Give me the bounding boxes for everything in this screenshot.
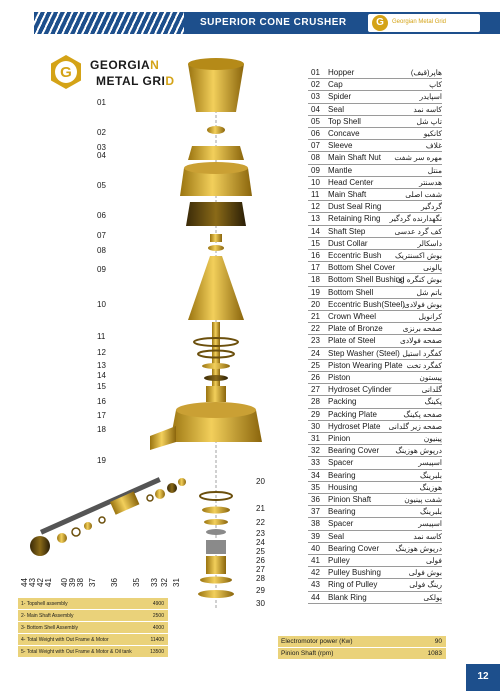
part-num: 36	[311, 495, 320, 504]
part-fa: هدسنتر	[419, 177, 442, 187]
header-logo-icon: G	[372, 15, 388, 31]
callout-02: 02	[97, 128, 106, 137]
part-name: Bearing	[328, 470, 356, 480]
part-row	[308, 91, 442, 103]
part-fa: بوش فولادی	[403, 299, 442, 309]
weight-label: 5- Total Weight with Out Frame & Motor & Oil tank	[21, 649, 132, 655]
part-num: 30	[311, 421, 320, 431]
part-name: Plate of Steel	[328, 336, 376, 346]
header-title: SUPERIOR CONE CRUSHER	[200, 17, 347, 28]
part-row	[308, 567, 442, 579]
spec-value: 90	[434, 638, 442, 645]
callout-22: 22	[256, 518, 265, 527]
part-fa: شفت اصلی	[405, 190, 442, 199]
part-row	[308, 384, 442, 396]
part-row	[308, 311, 442, 323]
part-num: 21	[311, 312, 320, 321]
part-num: 11	[311, 190, 320, 199]
part-row	[308, 116, 442, 128]
part-num: 39	[311, 531, 320, 541]
callout-11: 11	[97, 332, 106, 341]
part-num: 23	[311, 336, 320, 346]
part-name: Pinion	[328, 434, 351, 443]
part-fa: باتم شل	[416, 287, 442, 297]
part-fa: هاپر(قیف)	[410, 68, 442, 77]
weight-label: 4- Total Weight with Out Frame & Motor	[21, 637, 109, 643]
part-fa: شفت پینیون	[404, 495, 442, 504]
part-row	[308, 360, 442, 372]
part-fa: کفگرد استیل	[402, 348, 442, 358]
part-fa: داسکالر	[417, 238, 442, 248]
part-name: Packing Plate	[328, 409, 377, 419]
part-fa: درپوش هوزینگ	[395, 446, 442, 456]
part-fa: مهره سر شفت	[394, 153, 442, 163]
callout-25: 25	[256, 547, 265, 556]
part-name: Concave	[328, 129, 360, 138]
part-name: Top Shell	[328, 116, 361, 126]
part-name: Spacer	[328, 519, 354, 529]
callout-21: 21	[256, 504, 265, 513]
part-name: Dust Collar	[328, 238, 368, 248]
callout-41: 41	[43, 578, 53, 587]
part-num: 20	[311, 299, 320, 309]
spec-label: Electromotor power (Kw)	[281, 638, 353, 645]
part-fa: بوش فولی	[408, 568, 442, 578]
callout-28: 28	[256, 574, 265, 583]
part-num: 07	[311, 141, 320, 151]
part-fa: کاسه نمد	[413, 531, 442, 541]
part-row	[308, 579, 442, 591]
part-num: 26	[311, 373, 320, 382]
part-fa: اسپایدر	[419, 92, 442, 102]
part-num: 14	[311, 226, 320, 236]
part-row	[308, 299, 442, 311]
part-row	[308, 79, 442, 91]
callout-13: 13	[97, 361, 106, 370]
callout-39: 39	[67, 578, 77, 587]
callout-27: 27	[256, 565, 265, 574]
callout-16: 16	[97, 397, 106, 406]
part-fa: صفحه زیر گلدانی	[388, 421, 442, 431]
weight-row	[18, 598, 168, 610]
part-row	[308, 262, 442, 274]
part-row	[308, 201, 442, 213]
part-name: Pinion Shaft	[328, 495, 372, 504]
callout-30: 30	[256, 599, 265, 608]
part-num: 35	[311, 482, 320, 492]
callout-08: 08	[97, 246, 106, 255]
weight-row	[18, 634, 168, 646]
part-fa: پکینگ	[424, 397, 442, 407]
part-name: Hydroset Cylinder	[328, 385, 392, 395]
part-row	[308, 287, 442, 299]
part-row	[308, 470, 442, 482]
part-row	[308, 274, 442, 286]
part-row	[308, 543, 442, 555]
part-row	[308, 67, 442, 79]
part-name: Housing	[328, 482, 358, 492]
part-fa: درپوش هوزینگ	[395, 543, 442, 553]
part-name: Dust Seal Ring	[328, 202, 382, 212]
part-fa: غلاف	[425, 141, 442, 151]
part-name: Piston Wearing Plate	[328, 360, 403, 370]
part-num: 04	[311, 104, 320, 114]
page-header	[0, 0, 500, 40]
callout-18: 18	[97, 425, 106, 434]
part-num: 37	[311, 507, 320, 517]
part-num: 02	[311, 80, 320, 90]
part-name: Cap	[328, 80, 343, 90]
part-fa: صفحه برنزی	[402, 324, 442, 334]
part-name: Main Shaft Nut	[328, 153, 381, 163]
callout-37: 37	[87, 578, 97, 587]
part-name: Pulley Bushing	[328, 568, 381, 578]
callout-33: 33	[149, 578, 159, 587]
callout-05: 05	[97, 181, 106, 190]
callout-43: 43	[27, 578, 37, 587]
weight-row	[18, 610, 168, 622]
weight-value: 2500	[152, 613, 164, 619]
part-name: Head Center	[328, 177, 374, 187]
part-row	[308, 335, 442, 347]
part-num: 17	[311, 263, 320, 273]
part-row	[308, 140, 442, 152]
weight-label: 3- Bottom Shell Assembly	[21, 625, 78, 631]
logo-letter: G	[60, 64, 72, 81]
part-name: Step Washer (Steel)	[328, 348, 400, 358]
callout-15: 15	[97, 382, 106, 391]
part-fa: گلدانی	[421, 385, 442, 395]
part-num: 03	[311, 92, 320, 102]
weight-value: 11400	[150, 637, 164, 643]
part-fa: هوزینگ	[419, 482, 442, 492]
callout-09: 09	[97, 265, 106, 274]
part-fa: پالونی	[423, 263, 442, 273]
weight-value: 13500	[150, 649, 164, 655]
callout-40: 40	[59, 578, 69, 587]
part-fa: صفحه پکینگ	[403, 409, 442, 419]
callout-32: 32	[159, 578, 169, 587]
part-num: 31	[311, 434, 320, 443]
part-row	[308, 531, 442, 543]
weight-label: 2- Main Shaft Assembly	[21, 613, 74, 619]
part-fa: بلبرینگ	[419, 507, 442, 517]
part-row	[308, 506, 442, 518]
part-num: 43	[311, 580, 320, 590]
part-row	[308, 104, 442, 116]
part-num: 24	[311, 348, 320, 358]
part-name: Bottom Shel Cover	[328, 263, 396, 273]
part-num: 27	[311, 385, 320, 395]
part-name: Blank Ring	[328, 592, 367, 602]
part-name: Eccentric Bush	[328, 251, 382, 260]
weight-row	[18, 646, 168, 658]
callout-24: 24	[256, 538, 265, 547]
part-row	[308, 482, 442, 494]
part-row	[308, 323, 442, 335]
part-row	[308, 396, 442, 408]
spec-row	[278, 636, 446, 648]
callout-07: 07	[97, 231, 106, 240]
part-name: Bottom Shell	[328, 287, 374, 297]
part-name: Sleeve	[328, 141, 353, 151]
part-fa: اسپیسر	[418, 519, 442, 529]
part-name: Packing	[328, 397, 357, 407]
callout-26: 26	[256, 556, 265, 565]
part-name: Bearing Cover	[328, 446, 380, 456]
spec-row	[278, 648, 446, 660]
part-num: 16	[311, 251, 320, 260]
part-name: Pulley	[328, 556, 350, 565]
part-fa: رینگ فولی	[409, 580, 442, 590]
part-fa: گردگیر	[420, 202, 442, 212]
part-fa: منتل	[427, 165, 442, 175]
part-name: Seal	[328, 104, 345, 114]
part-row	[308, 372, 442, 384]
part-row	[308, 128, 442, 140]
part-name: Spider	[328, 92, 352, 102]
weight-label: 1- Topshell assembly	[21, 601, 68, 607]
part-num: 19	[311, 287, 320, 297]
callout-14: 14	[97, 371, 106, 380]
part-num: 05	[311, 116, 320, 126]
part-row	[308, 433, 442, 445]
part-num: 38	[311, 519, 320, 529]
callout-10: 10	[97, 300, 106, 309]
part-row	[308, 152, 442, 164]
part-name: Shaft Step	[328, 226, 366, 236]
callout-36: 36	[109, 578, 119, 587]
part-row	[308, 189, 442, 201]
part-name: Main Shaft	[328, 190, 367, 199]
callout-42: 42	[35, 578, 45, 587]
part-fa: نگهدارنده گردگیر	[389, 214, 442, 224]
exploded-diagram	[0, 50, 300, 610]
part-row	[308, 494, 442, 506]
part-name: Bearing	[328, 507, 356, 517]
spec-value: 1083	[427, 650, 442, 657]
part-name: Seal	[328, 531, 345, 541]
callout-06: 06	[97, 211, 106, 220]
part-name: Bottom Shell Bushing	[328, 275, 405, 285]
part-fa: پیستون	[419, 373, 442, 382]
part-name: Mantle	[328, 165, 353, 175]
part-num: 09	[311, 165, 320, 175]
part-fa: پینیون	[423, 434, 442, 443]
part-name: Hopper	[328, 68, 355, 77]
callout-35: 35	[131, 578, 141, 587]
part-row	[308, 555, 442, 567]
callout-01: 01	[97, 98, 106, 107]
callout-12: 12	[97, 348, 106, 357]
callout-19: 19	[97, 456, 106, 465]
logo-line-2: METAL GRID	[96, 74, 175, 88]
part-name: Crown Wheel	[328, 312, 377, 321]
part-row	[308, 421, 442, 433]
callout-31: 31	[171, 578, 181, 587]
callout-04: 04	[97, 151, 106, 160]
part-row	[308, 457, 442, 469]
part-fa: صفحه فولادی	[399, 336, 442, 346]
part-num: 34	[311, 470, 320, 480]
weight-value: 4000	[152, 625, 164, 631]
part-row	[308, 348, 442, 360]
part-fa: تاپ شل	[416, 116, 442, 126]
part-num: 28	[311, 397, 320, 407]
part-name: Eccentric Bush(Steel)	[328, 299, 405, 309]
callout-44: 44	[19, 578, 29, 587]
part-num: 06	[311, 129, 320, 138]
part-row	[308, 165, 442, 177]
part-num: 44	[311, 592, 320, 602]
callout-23: 23	[256, 529, 265, 538]
part-fa: کرانویل	[418, 312, 442, 321]
part-num: 15	[311, 238, 320, 248]
part-fa: بوش اکسنتریک	[394, 251, 442, 260]
part-fa: کفگرد تخت	[406, 360, 442, 370]
callout-20: 20	[256, 477, 265, 486]
weight-row	[18, 622, 168, 634]
weight-value: 4900	[152, 601, 164, 607]
callout-38: 38	[75, 578, 85, 587]
part-num: 29	[311, 409, 320, 419]
header-stripes	[34, 12, 184, 34]
part-row	[308, 213, 442, 225]
part-num: 10	[311, 177, 320, 187]
callout-17: 17	[97, 411, 106, 420]
part-fa: اسپیسر	[418, 458, 442, 468]
callout-29: 29	[256, 586, 265, 595]
part-fa: بوش کنگره ای	[396, 275, 442, 285]
part-name: Spacer	[328, 458, 354, 468]
callout-03: 03	[97, 143, 106, 152]
part-row	[308, 226, 442, 238]
part-row	[308, 250, 442, 262]
part-num: 01	[311, 68, 320, 77]
part-num: 12	[311, 202, 320, 212]
part-row	[308, 518, 442, 530]
part-name: Retaining Ring	[328, 214, 381, 224]
part-num: 13	[311, 214, 320, 224]
header-logo-text: Georgian Metal Grid	[392, 19, 447, 25]
part-row	[308, 177, 442, 189]
part-fa: کف گرد عدسی	[394, 226, 442, 236]
part-num: 33	[311, 458, 320, 468]
part-fa: بلبرینگ	[419, 470, 442, 480]
part-name: Ring of Pulley	[328, 580, 378, 590]
part-name: Plate of Bronze	[328, 324, 383, 334]
part-row	[308, 409, 442, 421]
part-num: 25	[311, 360, 320, 370]
page-number: 12	[477, 671, 489, 682]
part-fa: کاسه نمد	[413, 104, 442, 114]
part-num: 18	[311, 275, 320, 285]
part-num: 22	[311, 324, 320, 334]
logo-line-1: GEORGIAN	[90, 58, 160, 72]
part-row	[308, 592, 442, 604]
part-row	[308, 238, 442, 250]
part-name: Bearing Cover	[328, 543, 380, 553]
part-name: Piston	[328, 373, 351, 382]
part-row	[308, 445, 442, 457]
part-num: 32	[311, 446, 320, 456]
part-fa: کاپ	[429, 80, 442, 90]
part-name: Hydroset Plate	[328, 421, 381, 431]
part-num: 40	[311, 543, 320, 553]
part-num: 42	[311, 568, 320, 578]
part-fa: فولی	[426, 556, 442, 565]
part-fa: کانکیو	[423, 129, 442, 138]
part-num: 08	[311, 153, 320, 163]
part-fa: پولکی	[423, 592, 442, 602]
part-num: 41	[311, 556, 320, 565]
spec-label: Pinion Shaft (rpm)	[281, 650, 334, 657]
